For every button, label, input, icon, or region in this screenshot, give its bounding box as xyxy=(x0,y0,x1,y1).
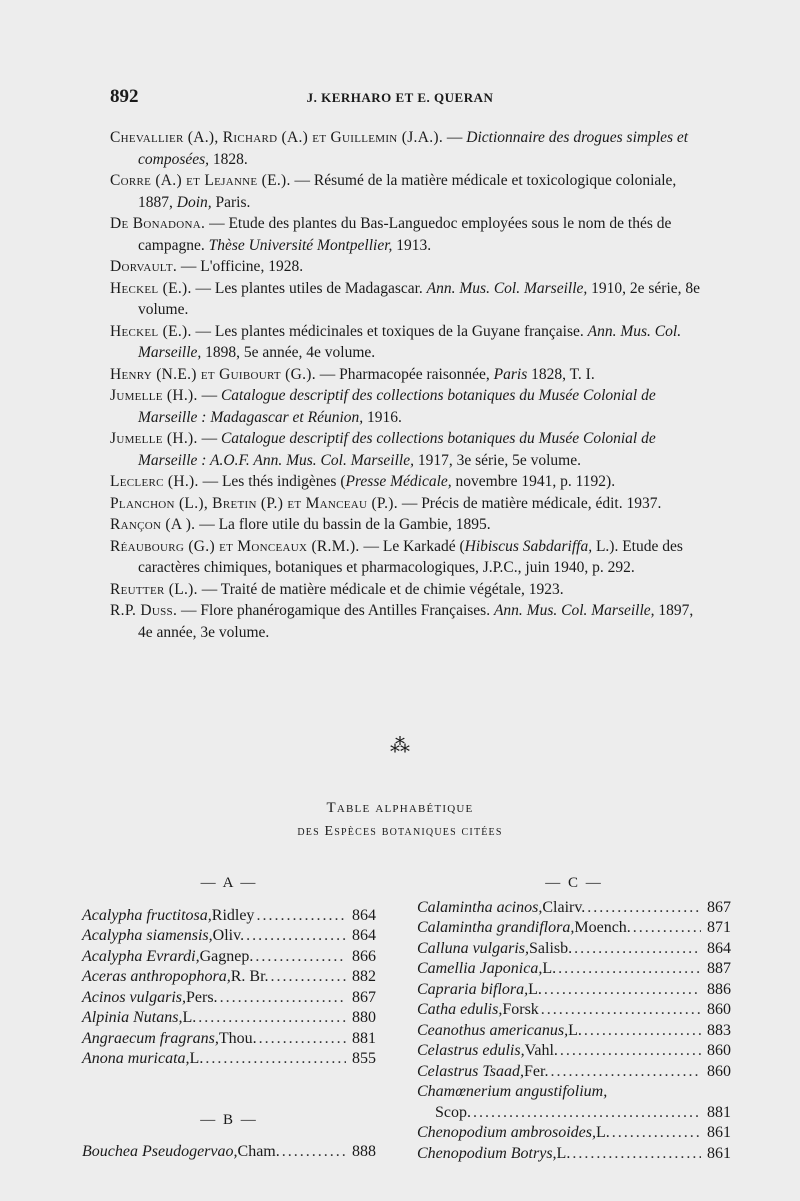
reference-source: Dictionnaire des drogues simples et composées, xyxy=(138,129,689,168)
reference-text: — Résumé de la matière médicale et toxicologique coloniale, 1887, xyxy=(138,172,677,211)
index-entry xyxy=(82,1142,376,1163)
species-name: Chamœnerium angustifolium, xyxy=(417,1083,608,1100)
index-entry xyxy=(417,1123,731,1144)
reference-author: Leclerc (H.). xyxy=(110,473,199,490)
reference-text: — Les thés indigènes ( xyxy=(198,473,346,490)
index-entry xyxy=(82,906,376,927)
species-author: Cham. xyxy=(237,1143,280,1160)
page-ref: 867 xyxy=(707,898,731,916)
species-name: Camellia Japonica, xyxy=(417,960,543,977)
reference-text: — xyxy=(443,129,467,146)
reference-tail: Paris. xyxy=(211,193,251,211)
reference-tail: 1897, 4e année, 3e volume. xyxy=(138,602,694,641)
page-ref: 867 xyxy=(352,988,376,1006)
species-author: R. Br. xyxy=(230,968,269,985)
species-name: Alpinia Nutans, xyxy=(82,1009,183,1026)
species-name: Capraria biflora, xyxy=(417,980,529,998)
species-author: Salisb. xyxy=(529,939,573,957)
species-author: L. xyxy=(189,1050,204,1067)
species-name: Aceras anthropophora, xyxy=(82,968,231,985)
index-subtitle: des Espèces botaniques citées xyxy=(297,824,503,839)
reference-entry xyxy=(110,364,710,386)
reference-text: — Flore phanérogamique des Antilles Françaises. xyxy=(177,602,494,619)
reference-author: Rançon (A ). xyxy=(110,516,196,533)
section-heading-b: — B — xyxy=(200,1111,258,1128)
reference-source: Paris xyxy=(493,365,528,383)
species-name: Celastrus edulis, xyxy=(417,1042,525,1059)
page-ref: 888 xyxy=(352,1143,376,1160)
reference-entry xyxy=(110,385,710,428)
species-author: Fer. xyxy=(524,1062,549,1080)
reference-author: Jumelle (H.). xyxy=(110,430,198,447)
species-author: L. xyxy=(556,1144,571,1162)
page-ref: 880 xyxy=(352,1009,376,1026)
reference-source: Catalogue descriptif des collections botaniques du Musée Colonial de Marseille : A.O.F. Ann. Mus. Col. Marseille, xyxy=(138,430,656,469)
reference-text: — Pharmacopée raisonnée, xyxy=(315,365,494,383)
page-ref: 881 xyxy=(352,1029,376,1047)
index-entry xyxy=(417,980,731,1001)
reference-tail: 1913. xyxy=(392,236,432,254)
reference-author: Jumelle (H.). xyxy=(110,387,198,404)
species-author: Clairv. xyxy=(542,898,586,916)
species-name: Acalypha siamensis, xyxy=(82,927,213,944)
reference-author: Corre (A.) et Lejanne (E.). xyxy=(110,172,291,189)
index-entry xyxy=(82,1029,376,1050)
reference-author: Dorvault. xyxy=(110,258,178,275)
reference-tail: 1828, T. I. xyxy=(527,365,595,383)
species-author: L. xyxy=(528,980,542,998)
species-author: Vahl. xyxy=(524,1042,558,1059)
reference-source: Catalogue descriptif des collections botaniques du Musée Colonial de Marseille : Madagascar et Réunion, xyxy=(138,387,656,426)
page-ref: 861 xyxy=(707,1144,731,1162)
page-ref: 883 xyxy=(707,1021,731,1039)
page-ref: 864 xyxy=(352,906,376,924)
section-b-list xyxy=(82,1142,376,1163)
reference-text: — xyxy=(197,430,221,447)
index-entry xyxy=(82,988,376,1009)
reference-author: Heckel (E.). xyxy=(110,322,192,340)
page-ref: 871 xyxy=(707,919,731,936)
species-name: Calamintha grandiflora, xyxy=(417,919,575,936)
reference-source: Thèse Université Montpellier, xyxy=(208,236,393,254)
index-column-right xyxy=(417,873,731,1164)
reference-entry xyxy=(110,127,710,170)
species-author: Moench. xyxy=(574,919,631,936)
reference-text: — Etude des plantes du Bas-Languedoc employées sous le nom de thés de campagne. xyxy=(138,215,672,254)
species-author: Pers. xyxy=(186,988,218,1006)
reference-tail: novembre 1941, p. 1192). xyxy=(451,473,616,490)
page-ref: 860 xyxy=(707,1062,731,1080)
species-author: L. xyxy=(182,1009,197,1026)
page-ref: 866 xyxy=(352,947,376,965)
bibliography xyxy=(110,127,710,643)
reference-entry xyxy=(110,536,710,579)
species-name: Ceanothus americanus, xyxy=(417,1021,569,1039)
page-ref: 864 xyxy=(707,939,731,957)
species-name: Bouchea Pseudogervao, xyxy=(82,1143,238,1160)
index-entry xyxy=(417,1041,731,1062)
species-name: Calluna vulgaris, xyxy=(417,939,530,957)
species-author: Thou. xyxy=(218,1029,257,1047)
index-entry xyxy=(417,1021,731,1042)
reference-text: — Les plantes utiles de Madagascar. xyxy=(191,279,427,297)
index-column-left xyxy=(82,873,376,1163)
reference-text: — L'officine, 1928. xyxy=(177,258,304,275)
reference-author: Henry (N.E.) et Guibourt (G.). xyxy=(110,365,316,383)
reference-entry xyxy=(110,600,710,643)
reference-entry xyxy=(110,278,710,321)
species-author: L. xyxy=(542,960,557,977)
page-ref: 860 xyxy=(707,1001,731,1018)
page-ref: 881 xyxy=(707,1103,731,1121)
species-name: Chenopodium Botrys, xyxy=(417,1144,557,1162)
species-author: Gagnep. xyxy=(199,947,254,965)
reference-text: — Le Karkadé ( xyxy=(359,537,465,555)
reference-source: Presse Médicale, xyxy=(345,473,452,490)
section-c-list xyxy=(417,898,731,1083)
reference-text: — Traité de matière médicale et de chimie végétale, 1923. xyxy=(197,580,564,598)
index-entry xyxy=(82,926,376,947)
page-ref: 882 xyxy=(352,968,376,985)
asterism-ornament: ⁂ xyxy=(390,735,410,757)
species-author: Ridley xyxy=(211,906,255,924)
index-title: Table alphabétique xyxy=(326,800,474,816)
species-name: Celastrus Tsaad, xyxy=(417,1062,524,1080)
index-entry xyxy=(417,1062,731,1083)
section-heading-a: — A — xyxy=(200,875,258,891)
reference-entry xyxy=(110,170,710,213)
index-entry xyxy=(417,939,731,960)
species-author: L. xyxy=(595,1124,610,1141)
reference-author: Reutter (L.). xyxy=(110,580,198,598)
page-ref: 864 xyxy=(352,927,376,944)
species-author: Forsk xyxy=(502,1001,539,1018)
reference-text: — xyxy=(197,387,221,404)
page-ref: 860 xyxy=(707,1042,731,1059)
index-entry xyxy=(417,1082,731,1123)
reference-text: — La flore utile du bassin de la Gambie, 1895. xyxy=(195,516,491,533)
index-entry xyxy=(417,1000,731,1021)
species-name: Angraecum fragrans, xyxy=(82,1029,219,1047)
index-entry xyxy=(417,1144,731,1165)
species-name: Anona muricata, xyxy=(82,1050,190,1067)
reference-tail: 1916. xyxy=(363,408,402,426)
species-name: Acalypha Evrardi, xyxy=(82,947,200,965)
page-ref: 886 xyxy=(707,980,731,998)
reference-entry xyxy=(110,256,710,278)
section-a-list xyxy=(82,906,376,1070)
reference-entry xyxy=(110,471,710,493)
index-entry xyxy=(82,1049,376,1070)
page-number: 892 xyxy=(110,86,139,107)
reference-tail: 1917, 3e série, 5e volume. xyxy=(413,451,581,469)
species-name: Acinos vulgaris, xyxy=(82,988,186,1006)
page-ref: 861 xyxy=(707,1124,731,1141)
species-name: Calamintha acinos, xyxy=(417,898,543,916)
reference-author: Chevallier (A.), Richard (A.) et Guillemin (J.A.). xyxy=(110,129,444,146)
page-ref: 887 xyxy=(707,960,731,977)
section-c-list-end xyxy=(417,1123,731,1164)
reference-tail: 1910, 2e série, 8e volume. xyxy=(138,279,701,318)
index-entry xyxy=(417,959,731,980)
reference-entry xyxy=(110,493,710,515)
index-entry xyxy=(417,898,731,919)
species-author: Scop. xyxy=(435,1103,471,1121)
species-author: L. xyxy=(568,1021,582,1039)
reference-entry xyxy=(110,579,710,601)
reference-author: R.P. Duss. xyxy=(110,602,178,619)
index-entry xyxy=(82,967,376,988)
reference-tail: 1828. xyxy=(209,150,248,168)
species-name: Catha edulis, xyxy=(417,1001,503,1018)
reference-entry xyxy=(110,428,710,471)
species-author: Oliv. xyxy=(212,927,245,944)
index-entry xyxy=(82,1008,376,1029)
section-heading-c: — C — xyxy=(545,875,603,891)
reference-source: Ann. Mus. Col. Marseille, xyxy=(426,279,588,297)
reference-entry xyxy=(110,321,710,364)
reference-text: — Précis de matière médicale, édit. 1937. xyxy=(397,494,662,512)
index-entry xyxy=(82,947,376,968)
reference-author: Réaubourg (G.) et Monceaux (R.M.). xyxy=(110,537,360,555)
reference-author: De Bonadona. xyxy=(110,215,206,232)
reference-entry xyxy=(110,213,710,256)
reference-tail: 1898, 5e année, 4e volume. xyxy=(201,344,376,361)
reference-tail: L.). Etude des caractères chimiques, botaniques et pharmacologiques, J.P.C., juin 1940, p. 292. xyxy=(138,537,683,576)
reference-author: Heckel (E.). xyxy=(110,279,192,297)
species-name: Acalypha fructitosa, xyxy=(82,906,212,924)
reference-source: Ann. Mus. Col. Marseille, xyxy=(493,602,655,619)
species-name: Chenopodium ambrosoides, xyxy=(417,1124,596,1141)
reference-source: Hibiscus Sabdariffa, xyxy=(464,537,593,555)
reference-source: Doin, xyxy=(176,193,212,211)
reference-author: Planchon (L.), Bretin (P.) et Manceau (P.). xyxy=(110,494,398,512)
index-entry xyxy=(417,918,731,939)
running-head: J. KERHARO ET E. QUERAN xyxy=(306,90,494,105)
reference-entry xyxy=(110,514,710,536)
reference-source: Ann. Mus. Col. Marseille, xyxy=(138,322,682,361)
reference-text: — Les plantes médicinales et toxiques de la Guyane française. xyxy=(191,322,588,340)
page-ref: 855 xyxy=(352,1050,376,1067)
